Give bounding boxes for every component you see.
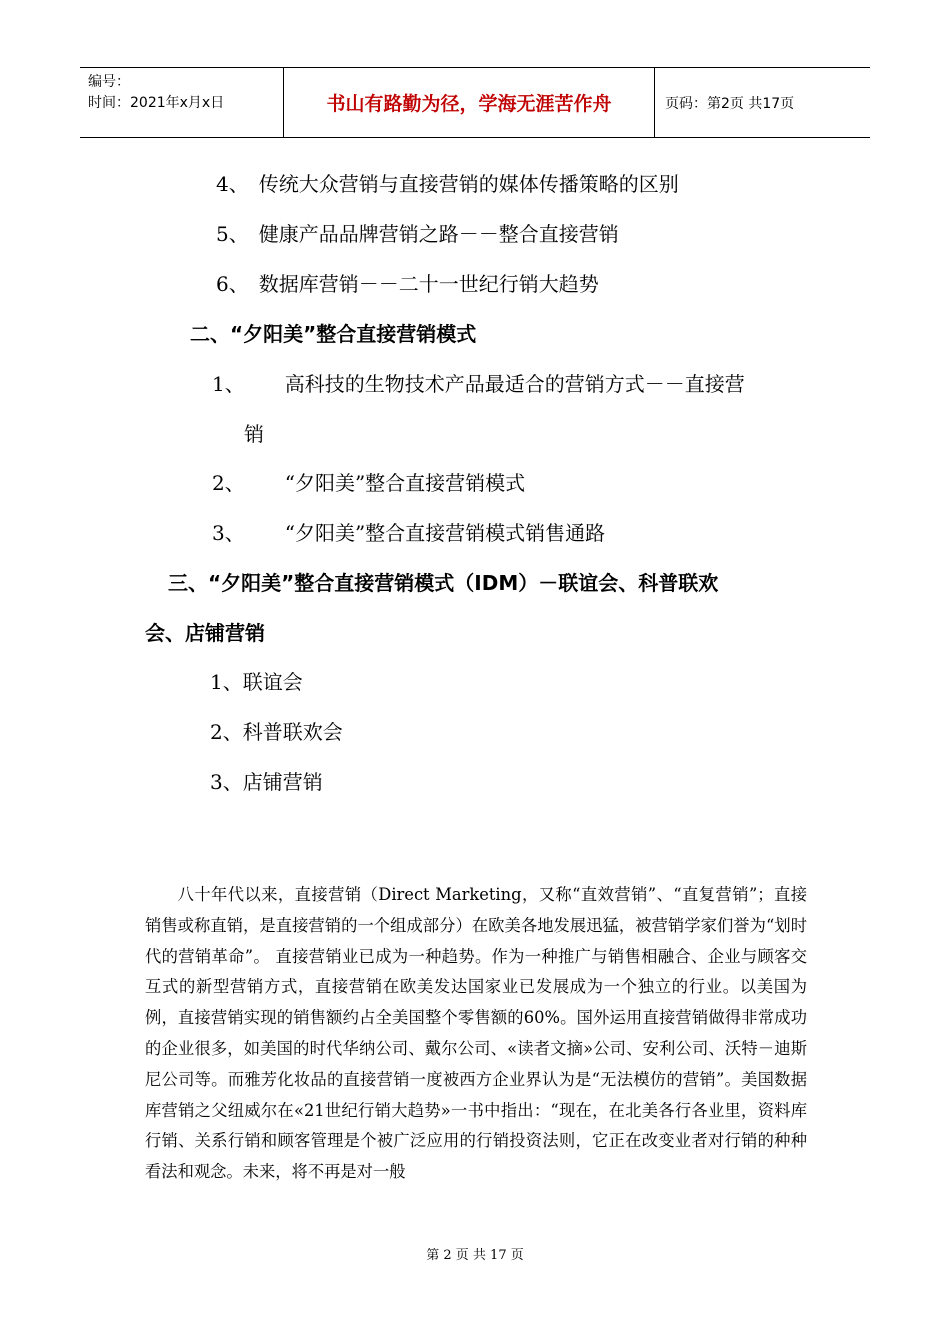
outline-item: 1、 高科技的生物技术产品最适合的营销方式－－直接营 [212, 372, 745, 396]
page-footer: 第 2 页 共 17 页 [426, 1248, 524, 1263]
outline-item: 4、 传统大众营销与直接营销的媒体传播策略的区别 [216, 172, 679, 196]
header-table [80, 67, 870, 138]
outline-item: 2、 “夕阳美”整合直接营销模式 [212, 471, 526, 495]
header-meta [80, 68, 283, 137]
outline-item: 3、店铺营销 [210, 770, 323, 794]
outline-item: 1、联谊会 [210, 670, 303, 694]
section-heading-continuation: 会、店铺营销 [145, 621, 265, 645]
header-page-info: 页码：第2页 共17页 [665, 95, 795, 112]
body-text: 八十年代以来，直接营销（Direct Marketing，又称“直效营销”、“直复营销”；直接销售或称直销，是直接营销的一个组成部分）在欧美各地发展迅猛，被营销学家们誉为“划时代的营销革命”。 直接营销业已成为一种趋势。作为一种推广与销售相融合、企业与顾客交互式的新型营销方式，直接营销在欧美发达国家业已发展成为一个独立的行业。以美国为例，直接营销实现的销售额约占全美国整个零售额的60%。国外运用直接营销做得非常成功的企业很多，如美国的时代华纳公司、戴尔公司、«读者文摘»公司、安利公司、沃特－迪斯尼公司等。而雅芳化妆品的直接营销一度被西方企业界认为是“无法模仿的营销”。美国数据库营销之父纽威尔在«21世纪行销大趋势»一书中指出：“现在，在北美各行各业里，资料库行销、关系行销和顾客管理是个被广泛应用的行销投资法则，它正在改变业者对行销的种种看法和观念。未来，将不再是对一般 [145, 885, 807, 1182]
outline-item: 6、 数据库营销－－二十一世纪行销大趋势 [216, 272, 599, 296]
section-heading: 三、“夕阳美”整合直接营销模式（IDM）－联谊会、科普联欢 [168, 571, 719, 595]
outline-item-continuation: 销 [244, 422, 264, 446]
time-label: 时间：2021年x月x日 [88, 95, 225, 111]
outline-item: 2、科普联欢会 [210, 720, 343, 744]
header-motto: 书山有路勤为径，学海无涯苦作舟 [283, 68, 655, 137]
outline-item: 5、 健康产品品牌营销之路－－整合直接营销 [216, 222, 619, 246]
body-paragraph [145, 880, 807, 1188]
number-label: 编号： [88, 74, 130, 90]
section-heading: 二、“夕阳美”整合直接营销模式 [190, 322, 477, 346]
outline-item: 3、 “夕阳美”整合直接营销模式销售通路 [212, 521, 606, 545]
